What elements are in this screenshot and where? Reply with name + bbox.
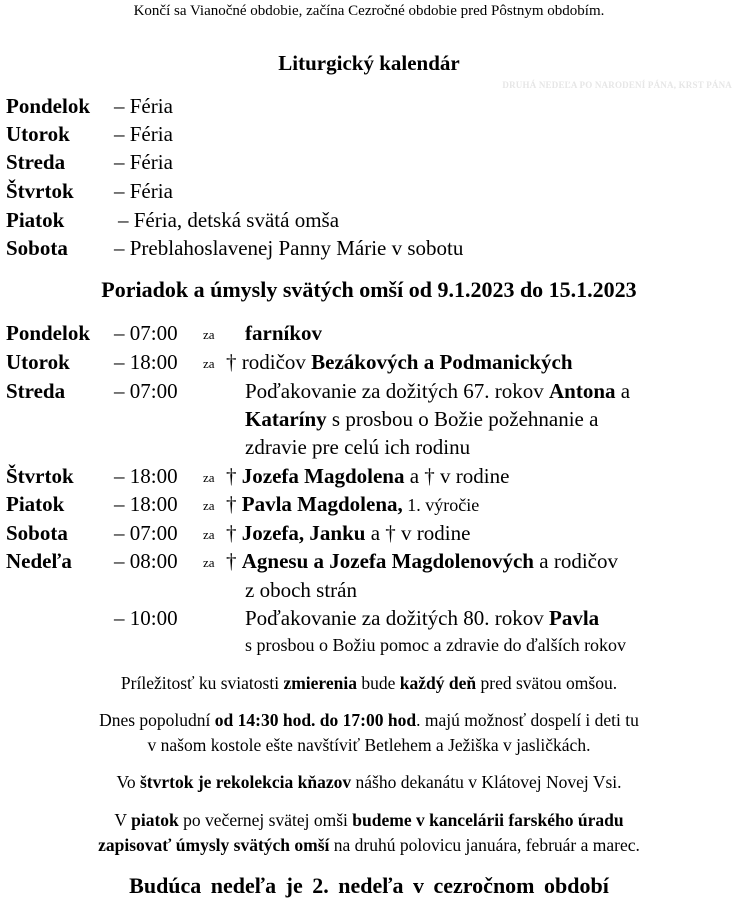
schedule-time: – 18:00: [114, 350, 178, 374]
watermark-text: DRUHÁ NEDEĽA PO NARODENÍ PÁNA, KRST PÁNA: [502, 80, 732, 90]
za-label: za: [203, 470, 215, 485]
schedule-time: – 08:00: [114, 549, 178, 573]
schedule-day: Utorok: [6, 350, 70, 374]
schedule-title: Poriadok a úmysly svätých omší od 9.1.2023 do 15.1.2023: [101, 277, 637, 302]
schedule-day: Piatok: [6, 492, 65, 516]
za-label: za: [203, 555, 215, 570]
top-note: Končí sa Vianočné obdobie, začína Cezročné obdobie pred Pôstnym obdobím.: [133, 3, 605, 19]
calendar-text: – Féria: [114, 122, 173, 146]
schedule-day: Štvrtok: [6, 464, 74, 488]
schedule-day: Streda: [6, 379, 66, 403]
next-sunday-heading: Budúca nedeľa je 2. nedeľa v cezročnom období: [129, 873, 609, 898]
schedule-day: Nedeľa: [6, 549, 72, 573]
za-label: za: [203, 327, 215, 342]
schedule-day: Pondelok: [6, 321, 91, 345]
mass-intention: s prosbou o Božiu pomoc a zdravie do ďalších rokov: [245, 635, 627, 655]
calendar-day: Utorok: [6, 122, 70, 146]
calendar-text: – Féria: [114, 94, 173, 118]
mass-intention: zdravie pre celú ich rodinu: [245, 435, 471, 459]
mass-intention: † Agnesu a Jozefa Magdolenových a rodičov: [226, 549, 618, 573]
schedule-time: – 18:00: [114, 492, 178, 516]
mass-intentions-note: V piatok po večernej svätej omši budeme v kancelárii farského úradu: [114, 810, 624, 830]
mass-intention: z oboch strán: [245, 578, 357, 602]
za-label: za: [203, 498, 215, 513]
schedule-time: – 07:00: [114, 321, 178, 345]
za-label: za: [203, 527, 215, 542]
calendar-text: – Féria, detská svätá omša: [118, 208, 340, 232]
confession-note: Príležitosť ku sviatosti zmierenia bude každý deň pred svätou omšou.: [120, 673, 618, 693]
calendar-day: Sobota: [6, 236, 68, 260]
mass-intention: † Jozefa, Janku a † v rodine: [226, 521, 471, 545]
mass-intention: Kataríny s prosbou o Božie požehnanie a: [245, 407, 599, 431]
mass-intention: † Jozefa Magdolena a † v rodine: [226, 464, 510, 488]
mass-intention: Poďakovanie za dožitých 67. rokov Antona a: [245, 379, 631, 403]
schedule-day: Sobota: [6, 521, 68, 545]
calendar-day: Streda: [6, 150, 66, 174]
mass-intention: Poďakovanie za dožitých 80. rokov Pavla: [245, 606, 600, 630]
mass-intention: farníkov: [245, 321, 323, 345]
mass-intention: † rodičov Bezákových a Podmanických: [226, 350, 573, 374]
za-label: za: [203, 356, 215, 371]
calendar-day: Piatok: [6, 208, 65, 232]
calendar-day: Pondelok: [6, 94, 91, 118]
calendar-text: – Preblahoslavenej Panny Márie v sobotu: [114, 236, 464, 260]
calendar-text: – Féria: [114, 150, 173, 174]
bethlehem-note: Dnes popoludní od 14:30 hod. do 17:00 hod. majú možnosť dospelí i deti tu: [99, 710, 639, 730]
schedule-time: – 07:00: [114, 521, 178, 545]
mass-intention: † Pavla Magdolena, 1. výročie: [226, 492, 480, 516]
recollection-note: Vo štvrtok je rekolekcia kňazov nášho dekanátu v Klátovej Novej Vsi.: [116, 772, 622, 792]
schedule-time: – 10:00: [114, 606, 178, 630]
calendar-title: Liturgický kalendár: [278, 51, 460, 75]
schedule-time: – 07:00: [114, 379, 178, 403]
calendar-day: Štvrtok: [6, 179, 74, 203]
calendar-text: – Féria: [114, 179, 173, 203]
bethlehem-note-line2: v našom kostole ešte navštíviť Betlehem a Ježiška v jasličkách.: [147, 735, 591, 755]
mass-intentions-note-line2: zapisovať úmysly svätých omší na druhú polovicu januára, február a marec.: [98, 835, 640, 855]
schedule-time: – 18:00: [114, 464, 178, 488]
